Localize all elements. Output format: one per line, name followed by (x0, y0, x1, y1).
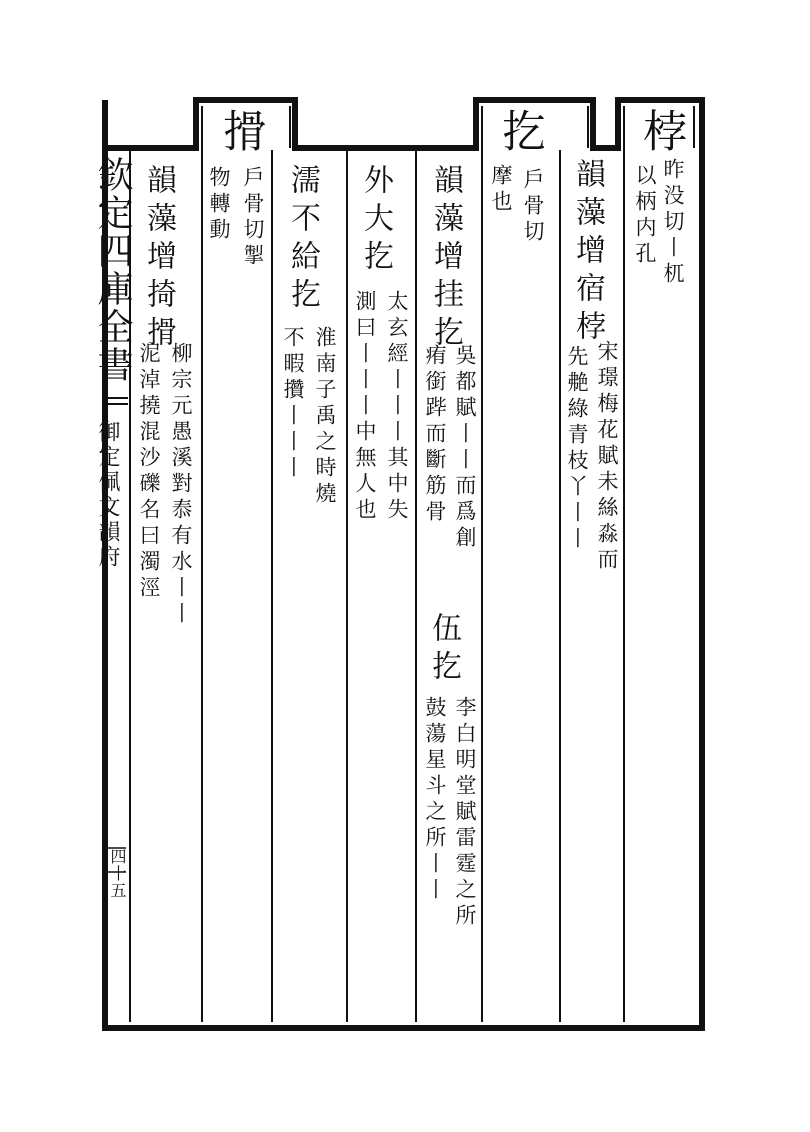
col4-entry-head-2: 伍扢 (426, 612, 461, 688)
col3-gloss: 戶骨切 (521, 168, 545, 246)
header-char-7: 搰 (215, 108, 266, 156)
col5-note-a: 太玄經丨丨丨其中失 (385, 290, 409, 524)
col6-entry-head: 濡不給扢 (285, 164, 320, 316)
col4-entry-head: 韻藻增挂扢 (428, 164, 463, 354)
col5-entry-head: 外大扢 (358, 164, 393, 278)
col1-gloss-2: 以柄内孔 (633, 164, 657, 268)
margin-fishtail (106, 398, 128, 404)
col7-gloss-2: 物轉動 (207, 166, 231, 244)
col8-note-b: 泥淖撓混沙礫名曰濁涇 (137, 342, 161, 602)
col3-gloss-2: 摩也 (489, 164, 513, 216)
header-char-1: 桲 (635, 108, 686, 156)
col2-note-b: 先艴綠青枝丫丨丨 (565, 345, 589, 553)
margin-work-title: 御定佩文韻府 (95, 420, 120, 570)
col6-note-b: 不暇攢丨丨丨 (281, 326, 305, 482)
col8-entry-head: 韻藻增掎搰 (141, 164, 176, 354)
header-char-3: 扢 (494, 108, 545, 156)
col7-gloss: 戶骨切掣 (241, 166, 265, 270)
margin-book-title: 欽定四庫全書 (92, 156, 133, 384)
col2-note-a: 宋璟梅花賦未絲淼而 (595, 340, 619, 574)
col6-note-a: 淮南子禹之時燒 (313, 326, 337, 508)
col4-note-d: 鼓蕩星斗之所丨丨 (423, 696, 447, 904)
col4-note-a: 吳都賦丨丨而爲創 (453, 344, 477, 552)
col4-note-b: 痏銜跸而斷筋骨 (423, 344, 447, 526)
col4-note-c: 李白明堂賦雷霆之所 (453, 696, 477, 930)
col1-gloss: 昨没切丨杌 (661, 158, 685, 288)
col8-note-a: 柳宗元愚溪對㤗有水丨丨 (169, 342, 193, 628)
col2-entry-head: 韻藻增宿桲 (570, 158, 605, 348)
folio-number: 四十五 (108, 848, 127, 899)
col5-note-b: 測曰丨丨丨中無人也 (353, 290, 377, 524)
